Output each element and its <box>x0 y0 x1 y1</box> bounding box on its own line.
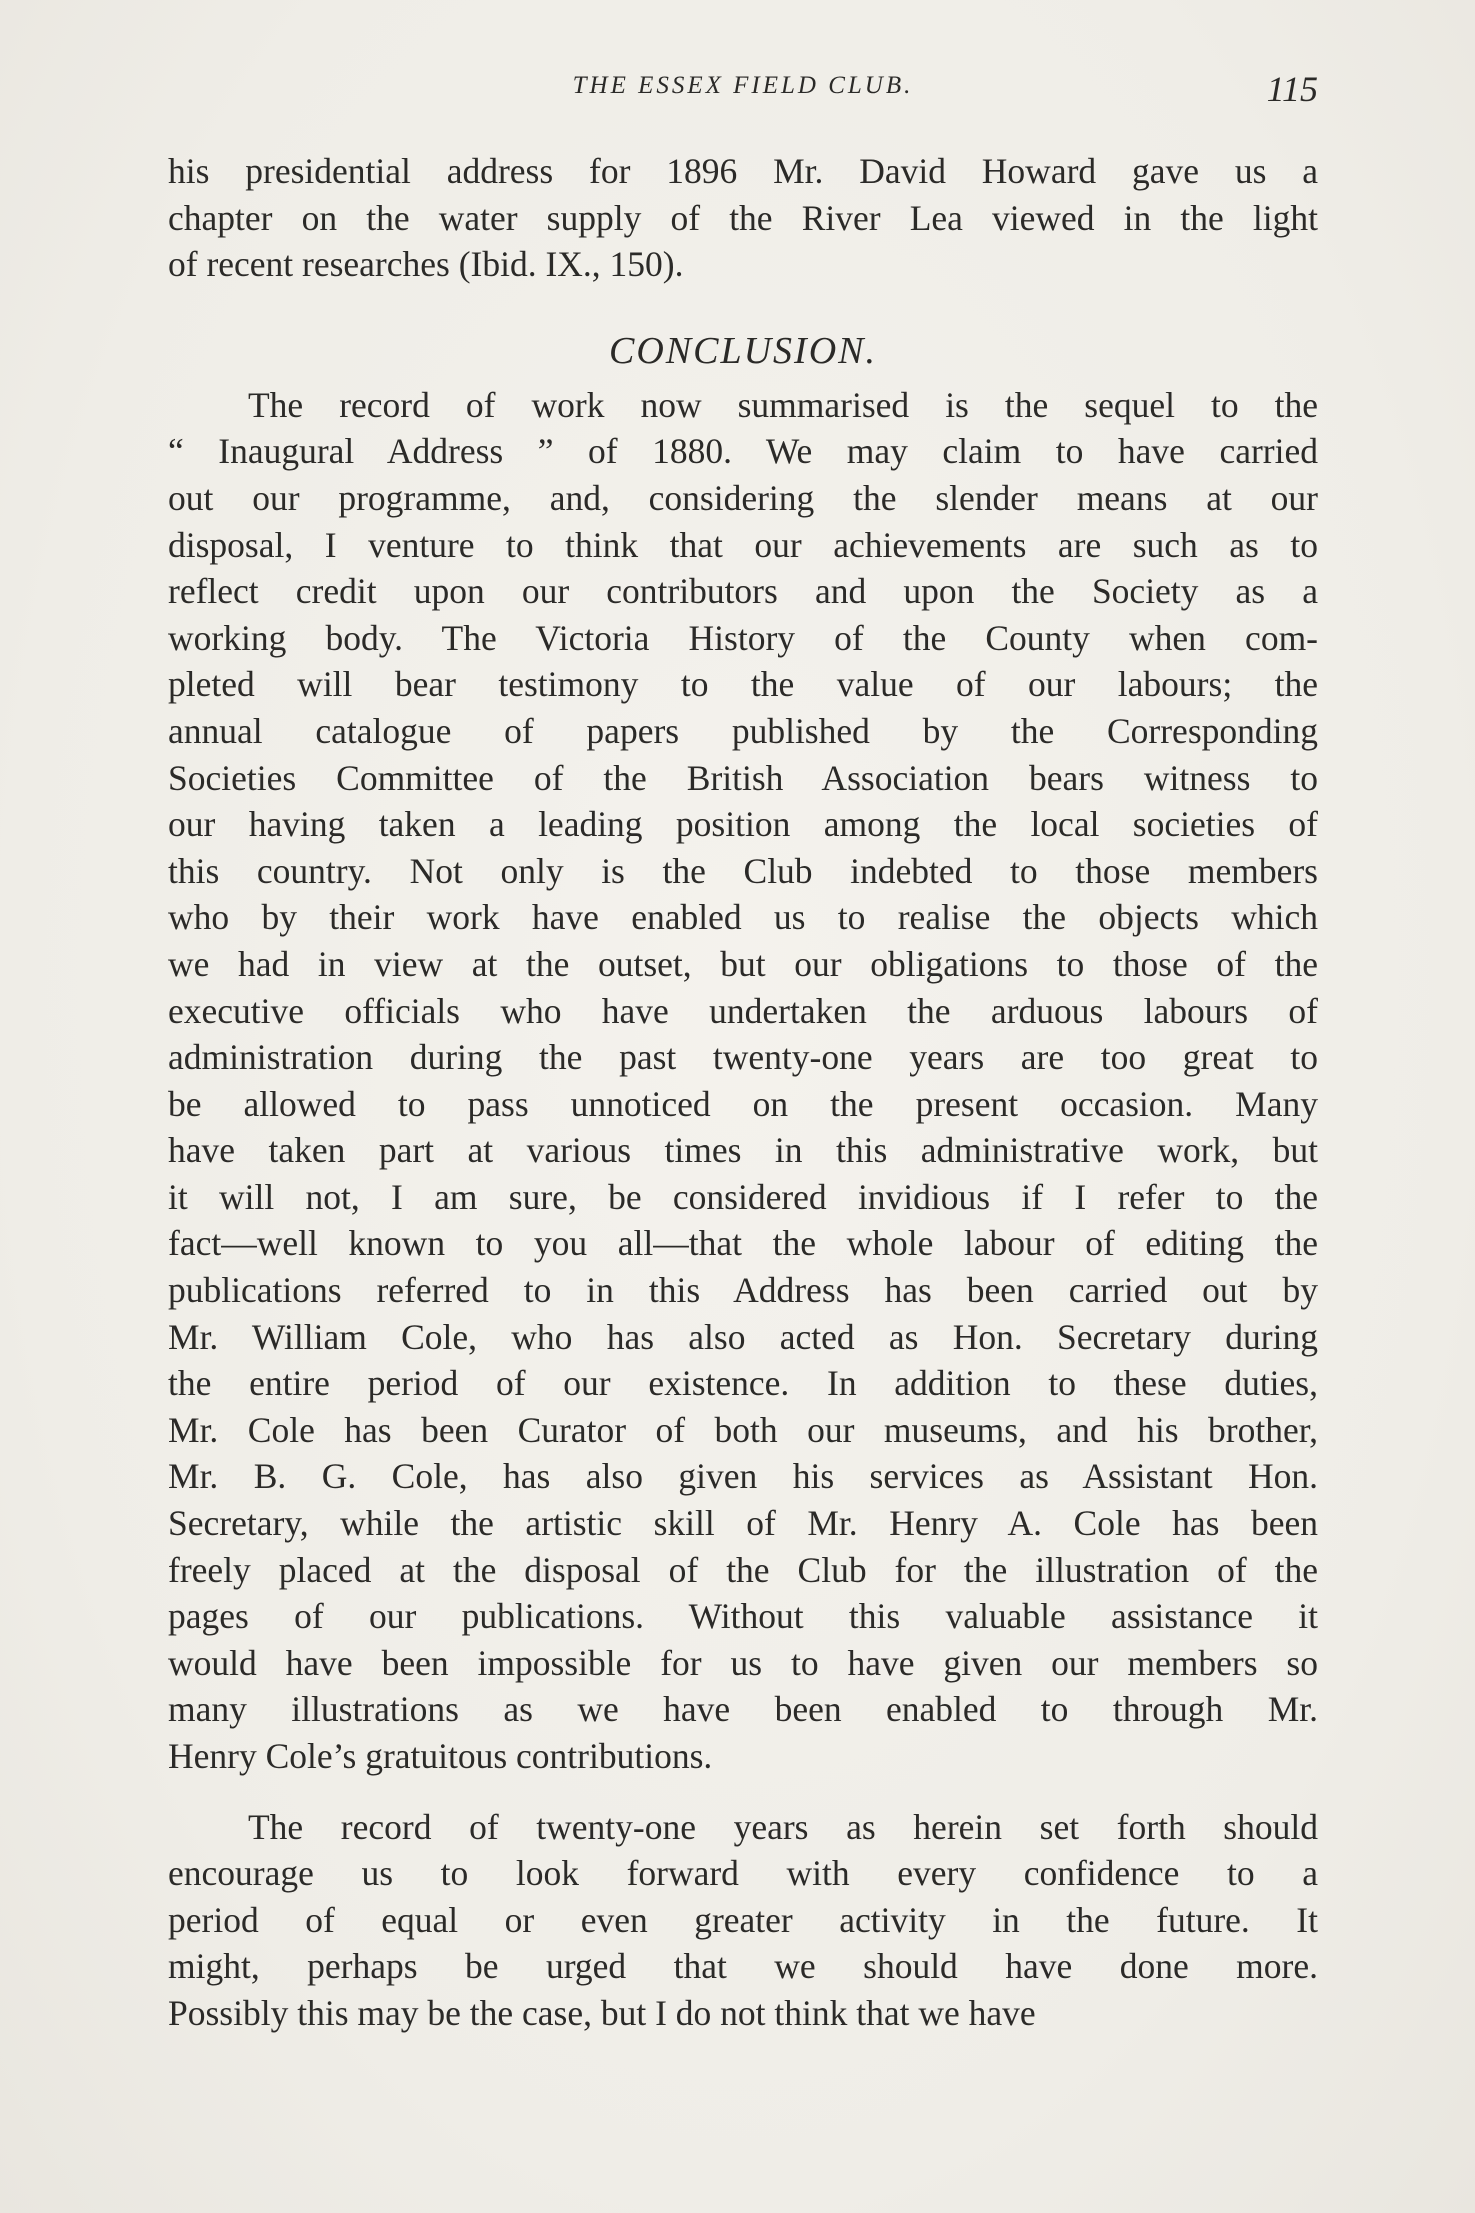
text-line: we had in view at the outset, but our obligations to those of the <box>168 943 1318 984</box>
text-line: fact—well known to you all—that the whole labour of editing the <box>168 1223 1318 1264</box>
text-line: period of equal or even greater activity in the future. It <box>168 1899 1318 1940</box>
text-line: chapter on the water supply of the River Lea viewed in the light <box>168 197 1318 238</box>
text-line: executive officials who have undertaken the arduous labours of <box>168 990 1318 1031</box>
text-line: pleted will bear testimony to the value of our labours; the <box>168 664 1318 705</box>
text-line: working body. The Victoria History of the County when com- <box>168 617 1318 658</box>
text-line: be allowed to pass unnoticed on the present occasion. Many <box>168 1083 1318 1124</box>
text-line: Henry Cole’s gratuitous contributions. <box>168 1736 713 1776</box>
text-block <box>168 148 1318 2037</box>
text-line: who by their work have enabled us to realise the objects which <box>168 897 1318 938</box>
text-line: annual catalogue of papers published by the Corresponding <box>168 710 1318 751</box>
intro-paragraph <box>168 148 1318 288</box>
section-heading: CONCLUSION. <box>609 329 877 372</box>
conclusion-paragraph <box>168 382 1318 1780</box>
text-line: Mr. William Cole, who has also acted as Hon. Secretary during <box>168 1316 1318 1357</box>
text-line: pages of our publications. Without this valuable assistance it <box>168 1596 1318 1637</box>
text-line: encourage us to look forward with every confidence to a <box>168 1853 1318 1894</box>
text-line: have taken part at various times in this administrative work, but <box>168 1130 1318 1171</box>
text-line: administration during the past twenty-one years are too great to <box>168 1037 1318 1078</box>
text-line: his presidential address for 1896 Mr. David Howard gave us a <box>168 151 1318 191</box>
text-line: our having taken a leading position among the local societies of <box>168 804 1318 845</box>
text-line: it will not, I am sure, be considered invidious if I refer to the <box>168 1176 1318 1217</box>
text-line: might, perhaps be urged that we should have done more. <box>168 1946 1318 1987</box>
text-line: disposal, I venture to think that our achievements are such as to <box>168 524 1318 565</box>
closing-paragraph <box>168 1804 1318 2037</box>
page-number: 115 <box>1266 69 1318 109</box>
running-title: THE ESSEX FIELD CLUB. <box>572 72 914 99</box>
text-line: Possibly this may be the case, but I do not think that we have <box>168 1992 1036 2033</box>
text-line: the entire period of our existence. In addition to these duties, <box>168 1363 1318 1404</box>
text-line: reflect credit upon our contributors and upon the Society as a <box>168 571 1318 612</box>
text-line: of recent researches (Ibid. IX., 150). <box>168 244 684 285</box>
running-head <box>168 68 1318 118</box>
text-line: The record of work now summarised is the sequel to the <box>248 384 1318 425</box>
text-line: The record of twenty-one years as herein set forth should <box>248 1806 1318 1847</box>
text-line: Societies Committee of the British Association bears witness to <box>168 757 1318 798</box>
text-line: Mr. Cole has been Curator of both our museums, and his brother, <box>168 1409 1318 1450</box>
text-line: publications referred to in this Address has been carried out by <box>168 1270 1318 1311</box>
text-line: many illustrations as we have been enabled to through Mr. <box>168 1689 1318 1730</box>
text-line: Secretary, while the artistic skill of Mr. Henry A. Cole has been <box>168 1503 1318 1544</box>
text-line: out our programme, and, considering the slender means at our <box>168 477 1318 518</box>
text-line: “ Inaugural Address ” of 1880. We may claim to have carried <box>168 431 1318 472</box>
text-line: would have been impossible for us to have given our members so <box>168 1642 1318 1683</box>
text-line: Mr. B. G. Cole, has also given his services as Assistant Hon. <box>168 1456 1318 1497</box>
text-line: this country. Not only is the Club indebted to those members <box>168 850 1318 891</box>
text-line: freely placed at the disposal of the Club for the illustration of the <box>168 1549 1318 1590</box>
